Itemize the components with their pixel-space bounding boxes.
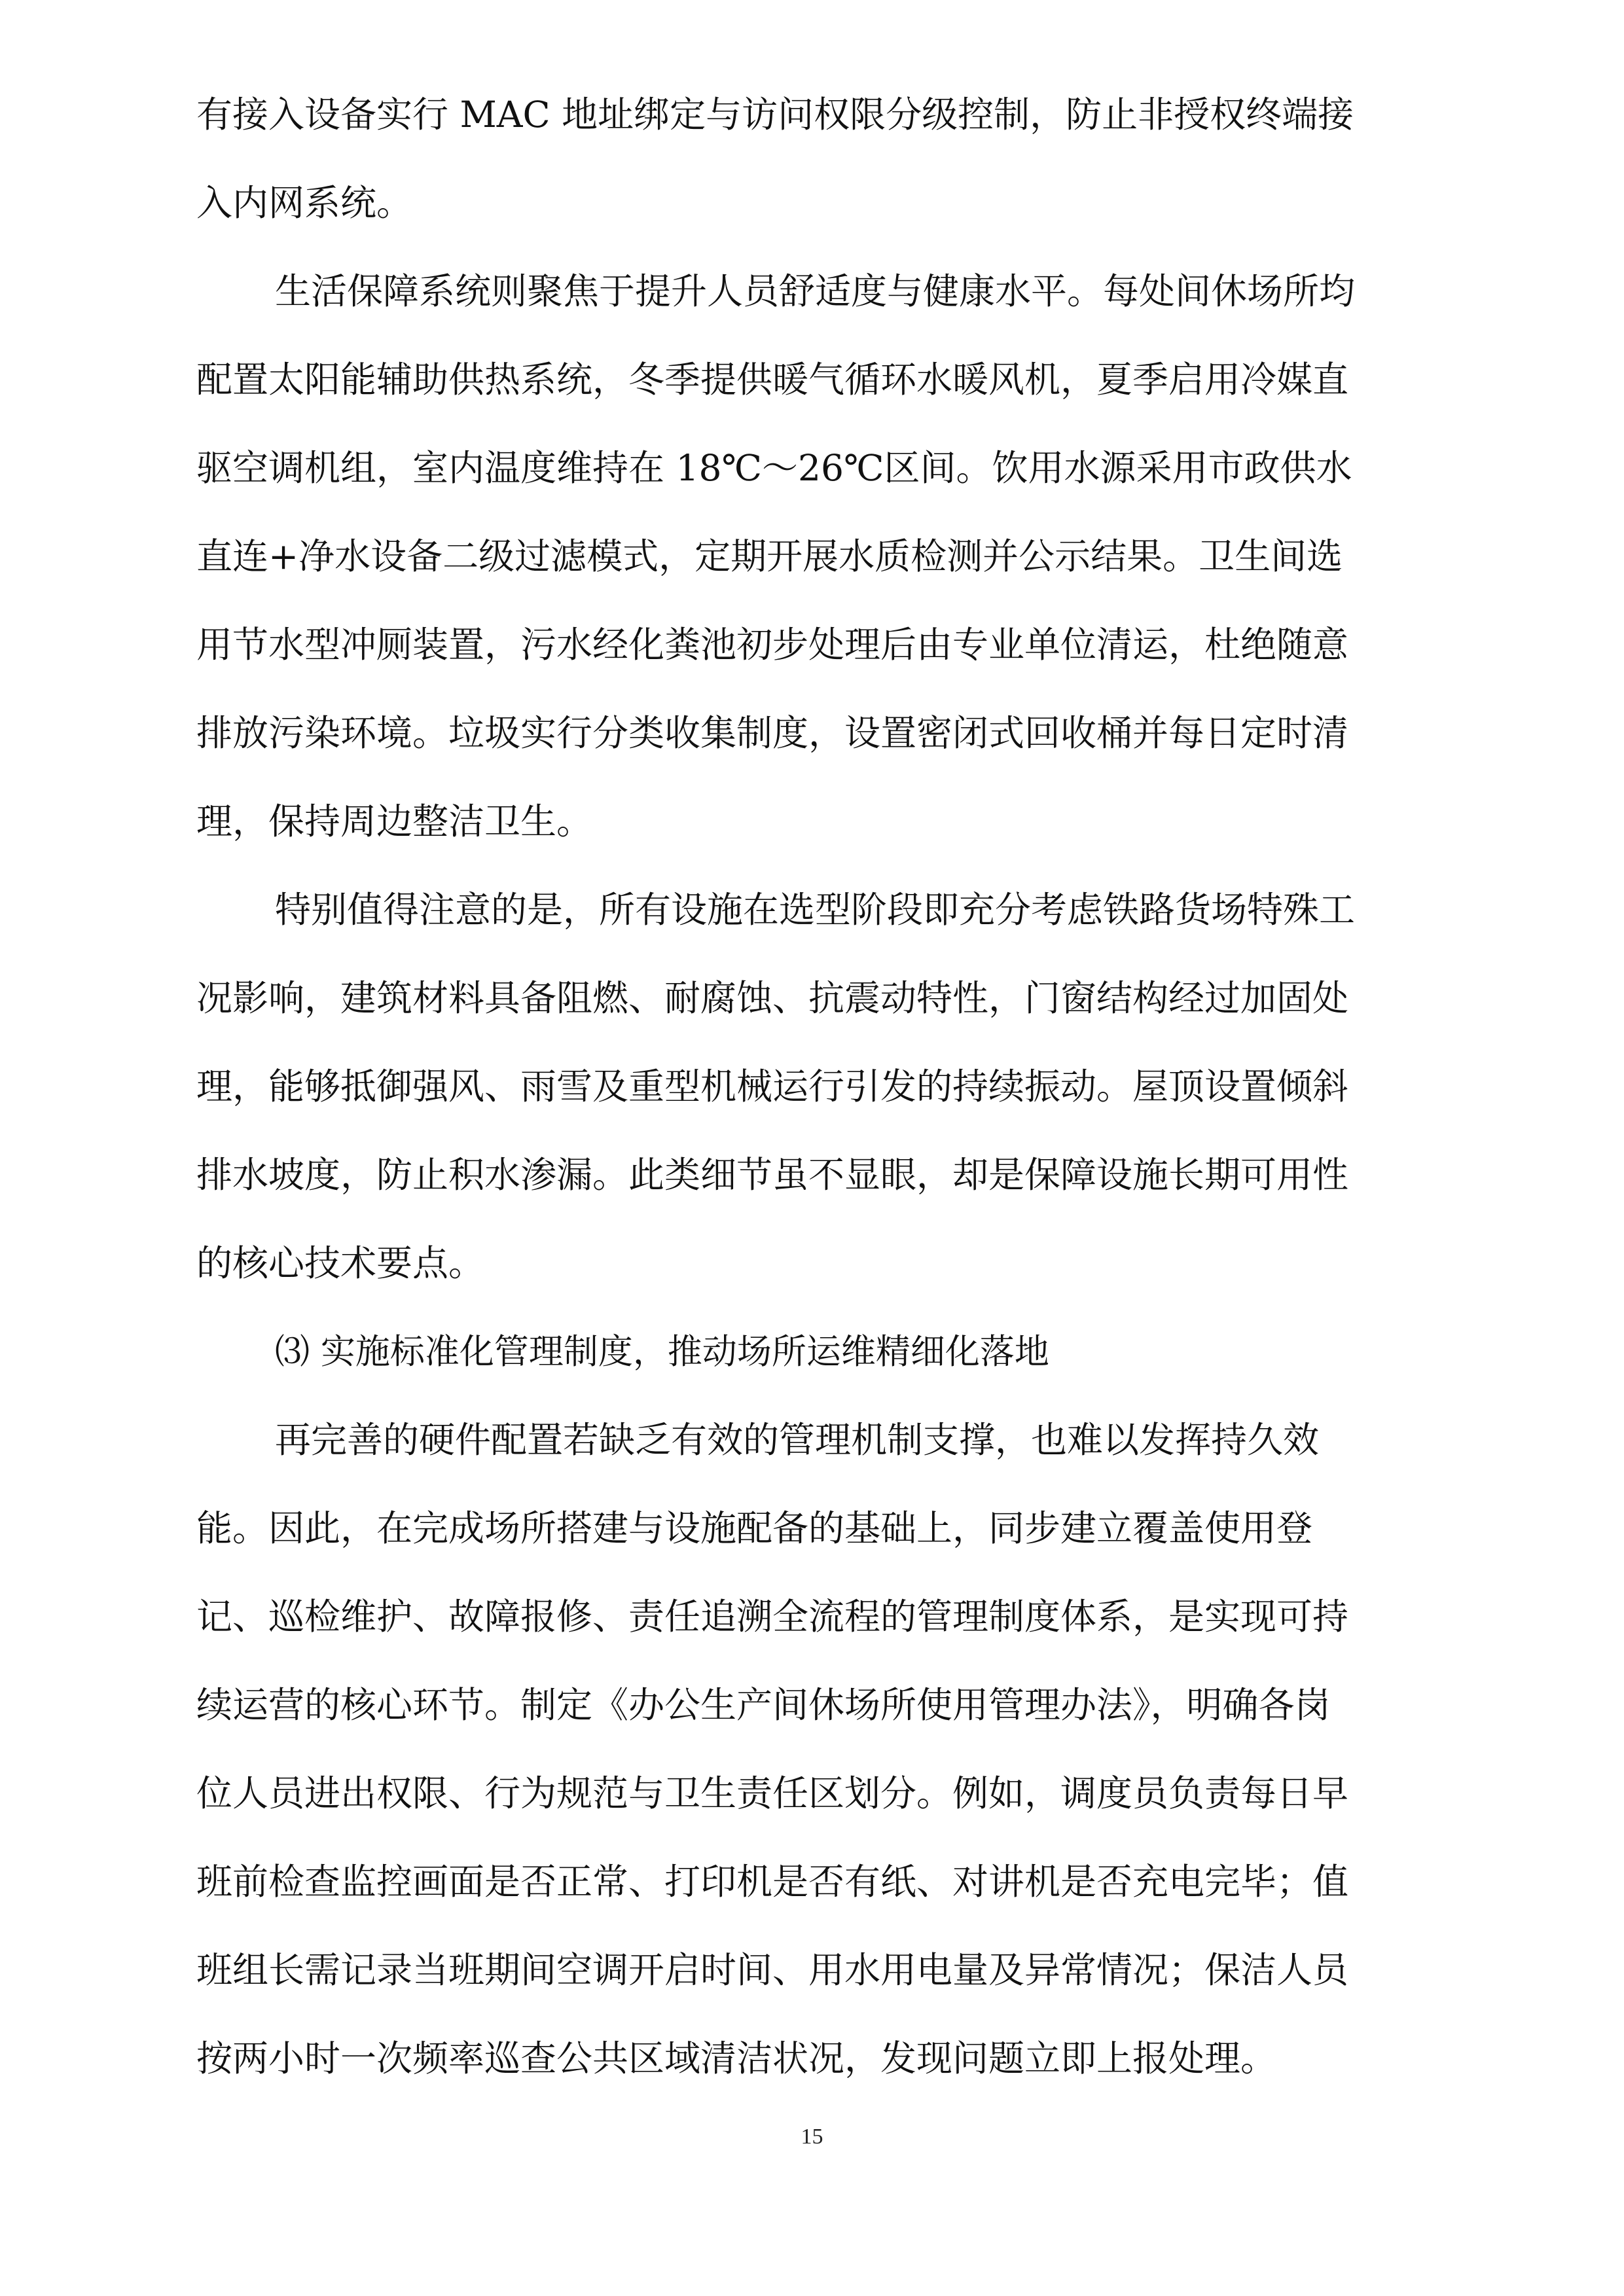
page-number: 15 [801,2125,823,2149]
text-line: 况影响，建筑材料具备阻燃、耐腐蚀、抗震动特性，门窗结构经过加固处 [196,977,1349,1019]
text-line: 有接入设备实行 MAC 地址绑定与访问权限分级控制，防止非授权终端接 [196,94,1354,135]
text-line: 特别值得注意的是，所有设施在选型阶段即充分考虑铁路货场特殊工 [275,889,1356,931]
text-line: 的核心技术要点。 [196,1242,485,1284]
text-line: 驱空调机组，室内温度维持在 18℃～26℃区间。饮用水源采用市政供水 [196,447,1352,489]
text-line: 位人员进出权限、行为规范与卫生责任区划分。例如，调度员负责每日早 [196,1772,1349,1814]
text-line: 理，能够抵御强风、雨雪及重型机械运行引发的持续振动。屋顶设置倾斜 [196,1066,1349,1107]
text-line: 排水坡度，防止积水渗漏。此类细节虽不显眼，却是保障设施长期可用性 [196,1154,1349,1196]
paragraph-management-system [196,1396,1440,2103]
paragraph-special-conditions [196,866,1440,1308]
text-line: 按两小时一次频率巡查公共区域清洁状况，发现问题立即上报处理。 [196,2037,1277,2079]
text-line: 班组长需记录当班期间空调开启时间、用水用电量及异常情况；保洁人员 [196,1949,1349,1991]
text-line: 生活保障系统则聚焦于提升人员舒适度与健康水平。每处间休场所均 [275,270,1356,312]
paragraph-living-support [196,247,1440,866]
section-heading-text: ⑶ 实施标准化管理制度，推动场所运维精细化落地 [275,1332,1049,1372]
section-heading [196,1308,1440,1396]
text-line: 用节水型冲厕装置，污水经化粪池初步处理后由专业单位清运，杜绝随意 [196,624,1349,666]
paragraph-continuation [196,71,1440,247]
text-line: 理，保持周边整洁卫生。 [196,800,593,842]
text-line: 入内网系统。 [196,182,413,224]
text-line: 续运营的核心环节。制定《办公生产间休场所使用管理办法》，明确各岗 [196,1684,1331,1726]
text-column [196,71,1440,2103]
text-line: 配置太阳能辅助供热系统，冬季提供暖气循环水暖风机，夏季启用冷媒直 [196,359,1349,401]
text-line: 记、巡检维护、故障报修、责任追溯全流程的管理制度体系，是实现可持 [196,1596,1349,1638]
text-line: 再完善的硬件配置若缺乏有效的管理机制支撑，也难以发挥持久效 [275,1419,1320,1461]
text-line: 班前检查监控画面是否正常、打印机是否有纸、对讲机是否充电完毕；值 [196,1861,1349,1903]
text-line: 能。因此，在完成场所搭建与设施配备的基础上，同步建立覆盖使用登 [196,1507,1313,1549]
text-line: 排放污染环境。垃圾实行分类收集制度，设置密闭式回收桶并每日定时清 [196,712,1349,754]
text-line: 直连+净水设备二级过滤模式，定期开展水质检测并公示结果。卫生间选 [196,535,1343,577]
